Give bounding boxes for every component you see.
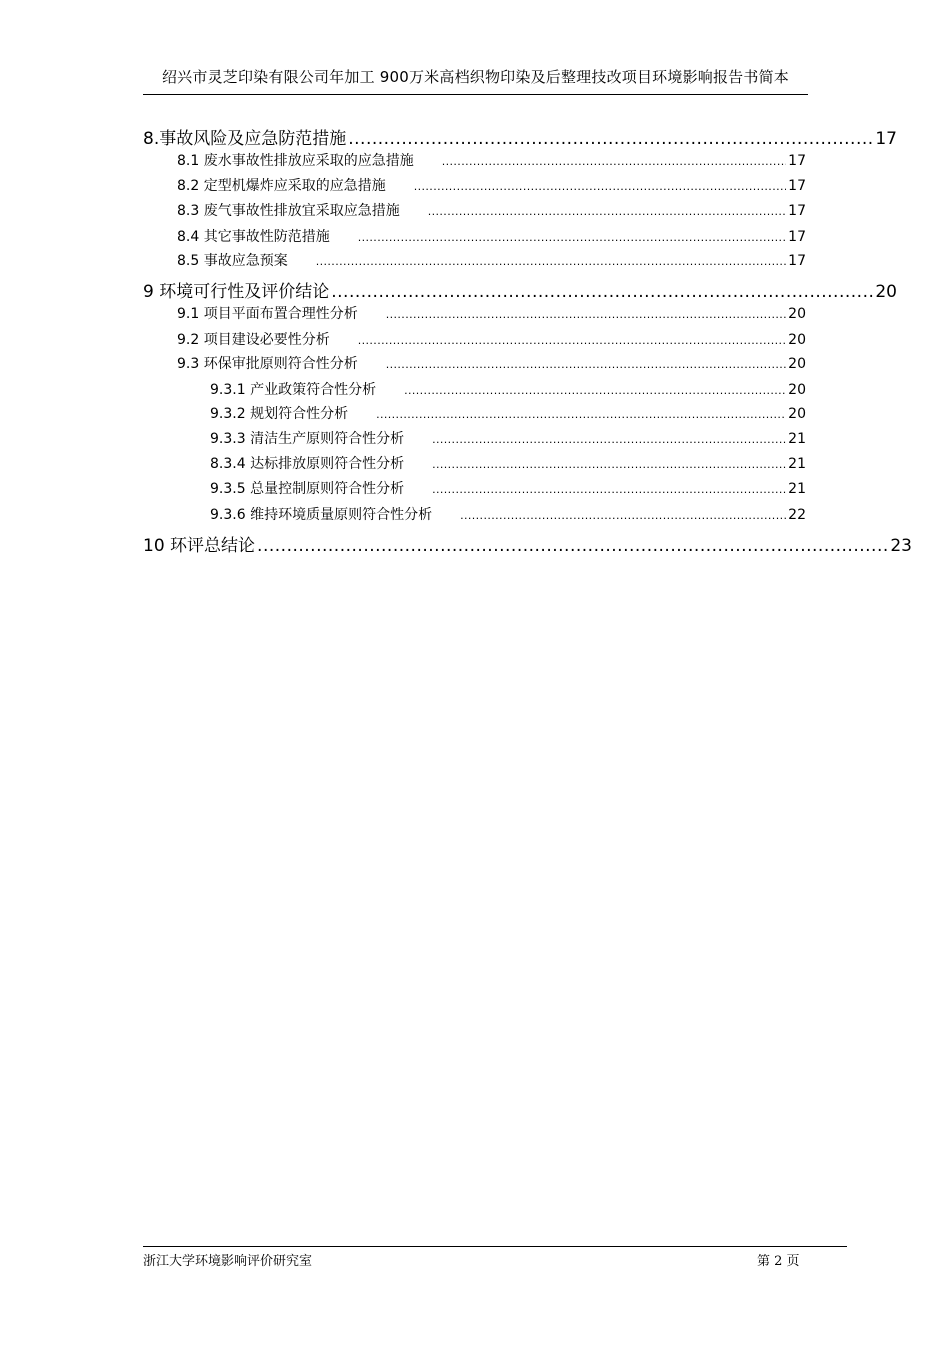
toc-dot-leader: [376, 408, 786, 421]
toc-dot-leader: [358, 231, 786, 244]
toc-entry-page: 17: [788, 153, 806, 169]
toc-dot-leader: [460, 509, 786, 522]
toc-dot-leader: [358, 334, 786, 347]
toc-dot-leader: [432, 433, 786, 446]
toc-entry-label: 8.事故风险及应急防范措施: [143, 129, 347, 149]
toc-entry[interactable]: [210, 403, 806, 423]
toc-entry-page: 23: [890, 536, 912, 556]
toc-dot-leader: [432, 458, 786, 471]
toc-entry[interactable]: [177, 150, 806, 170]
toc-entry-label: 9 环境可行性及评价结论: [143, 282, 330, 302]
toc-entry[interactable]: [177, 329, 806, 349]
footer-organization: 浙江大学环境影响评价研究室: [143, 1254, 313, 1269]
toc-dot-leader: [386, 358, 786, 371]
toc-entry-page: 20: [788, 382, 806, 398]
toc-dot-leader: [442, 155, 786, 168]
toc-dot-leader: [316, 255, 786, 268]
header-divider: [143, 94, 808, 95]
toc-entry-page: 17: [788, 203, 806, 219]
toc-entry-label: 9.3.1 产业政策符合性分析: [210, 382, 377, 398]
toc-entry[interactable]: [210, 504, 806, 524]
toc-entry-page: 21: [788, 481, 806, 497]
toc-entry[interactable]: [177, 226, 806, 246]
toc-entry-label: 8.4 其它事故性防范措施: [177, 229, 330, 245]
toc-entry-label: 8.2 定型机爆炸应采取的应急措施: [177, 178, 386, 194]
toc-entry-label: 9.3.3 清洁生产原则符合性分析: [210, 431, 405, 447]
toc-entry-page: 21: [788, 431, 806, 447]
toc-entry[interactable]: [210, 453, 806, 473]
toc-dot-leader: [404, 384, 786, 397]
toc-entry-page: 20: [788, 306, 806, 322]
footer-divider: [143, 1246, 847, 1247]
footer-page-number: 第 2 页: [757, 1254, 800, 1269]
toc-entry-label: 9.2 项目建设必要性分析: [177, 332, 330, 348]
page-header-title: 绍兴市灵芝印染有限公司年加工 900万米高档织物印染及后整理技改项目环境影响报告书简本: [161, 68, 789, 86]
toc-entry-page: 22: [788, 507, 806, 523]
toc-entry-label: 9.3 环保审批原则符合性分析: [177, 356, 358, 372]
toc-dot-leader: [414, 180, 786, 193]
toc-entry-page: 17: [788, 229, 806, 245]
toc-entry-label: 9.3.6 维持环境质量原则符合性分析: [210, 507, 433, 523]
toc-entry-label: 8.3 废气事故性排放宜采取应急措施: [177, 203, 400, 219]
toc-entry[interactable]: [143, 277, 897, 302]
toc-entry[interactable]: [143, 531, 912, 556]
toc-entry[interactable]: [177, 353, 806, 373]
toc-entry-page: 20: [788, 332, 806, 348]
toc-entry-page: 17: [788, 178, 806, 194]
toc-entry-page: 17: [788, 253, 806, 269]
toc-entry-label: 9.3.5 总量控制原则符合性分析: [210, 481, 405, 497]
toc-dot-leader: [331, 282, 873, 302]
toc-entry-label: 9.3.2 规划符合性分析: [210, 406, 349, 422]
toc-entry[interactable]: [210, 428, 806, 448]
toc-entry-page: 17: [875, 129, 897, 149]
toc-entry[interactable]: [143, 124, 897, 149]
toc-entry-label: 8.1 废水事故性排放应采取的应急措施: [177, 153, 414, 169]
toc-entry[interactable]: [177, 200, 806, 220]
toc-dot-leader: [348, 129, 873, 149]
toc-dot-leader: [428, 205, 786, 218]
toc-entry-label: 8.5 事故应急预案: [177, 253, 288, 269]
toc-entry-label: 9.1 项目平面布置合理性分析: [177, 306, 358, 322]
toc-entry[interactable]: [210, 379, 806, 399]
toc-entry-page: 21: [788, 456, 806, 472]
toc-entry-label: 8.3.4 达标排放原则符合性分析: [210, 456, 405, 472]
toc-dot-leader: [432, 483, 786, 496]
toc-entry-page: 20: [788, 406, 806, 422]
toc-entry-page: 20: [875, 282, 897, 302]
toc-entry[interactable]: [210, 478, 806, 498]
toc-entry-label: 10 环评总结论: [143, 536, 256, 556]
toc-entry[interactable]: [177, 250, 806, 270]
toc-entry[interactable]: [177, 175, 806, 195]
toc-dot-leader: [386, 308, 786, 321]
toc-entry-page: 20: [788, 356, 806, 372]
toc-entry[interactable]: [177, 303, 806, 323]
toc-dot-leader: [257, 536, 888, 556]
